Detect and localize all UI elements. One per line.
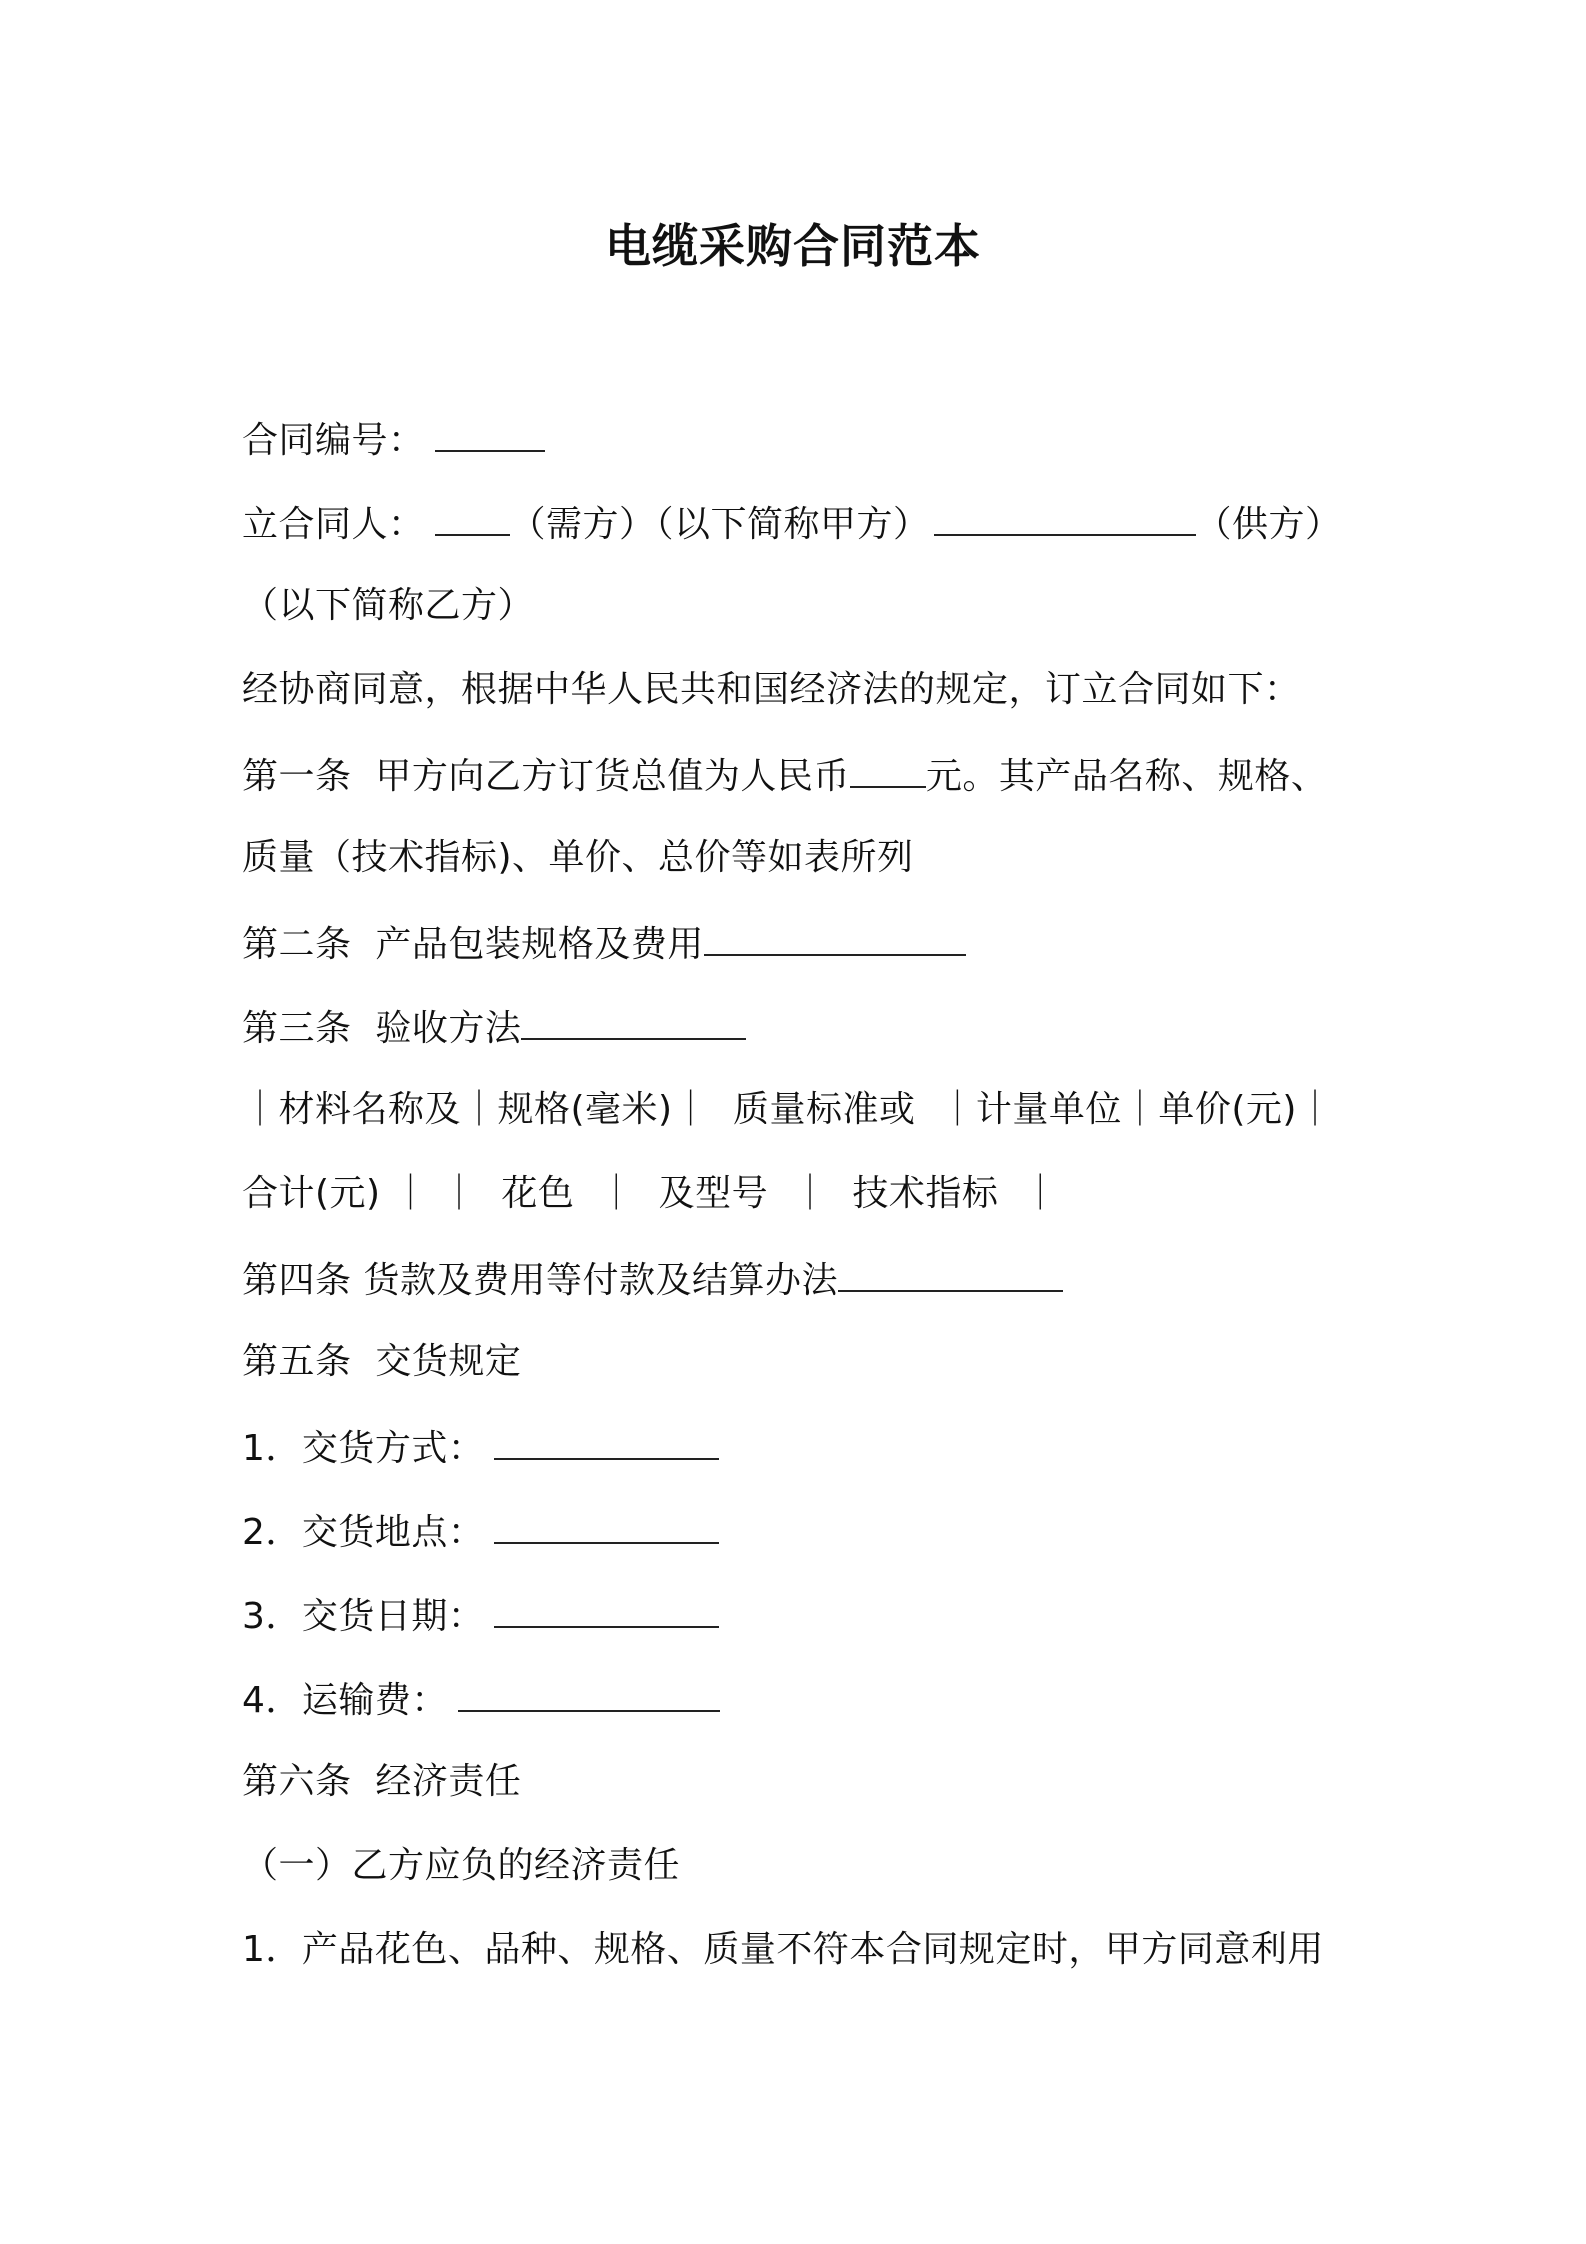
preamble: 经协商同意，根据中华人民共和国经济法的规定，订立合同如下：: [242, 669, 1301, 710]
article-2-line: [242, 914, 966, 973]
delivery-date-blank: [494, 1586, 719, 1628]
article-5-line: 第五条 交货规定: [242, 1341, 522, 1382]
clause-1-line: 1．产品花色、品种、规格、质量不符本合同规定时，甲方同意利用: [242, 1929, 1324, 1970]
article-1-line-1: [242, 746, 1327, 805]
delivery-date-line: [242, 1586, 719, 1645]
supplier-blank: [934, 494, 1196, 536]
table-header-row-2: 合计(元) ｜ ｜ 花色 ｜ 及型号 ｜ 技术指标 ｜: [242, 1173, 1059, 1214]
delivery-method-blank: [494, 1418, 719, 1460]
delivery-place-blank: [494, 1502, 719, 1544]
buyer-blank: [435, 494, 510, 536]
article-1-text-a: 第一条 甲方向乙方订货总值为人民币: [242, 756, 850, 797]
contract-number-label: 合同编号：: [242, 420, 425, 461]
buyer-note: （需方）（以下简称甲方）: [509, 504, 930, 545]
delivery-place-line: [242, 1502, 719, 1561]
document-title: 电缆采购合同范本: [605, 219, 981, 273]
total-value-blank: [850, 746, 926, 788]
freight-label: 4．运输费：: [242, 1680, 448, 1721]
freight-blank: [458, 1670, 720, 1712]
article-6-line: 第六条 经济责任: [242, 1761, 522, 1802]
parties-line-2: （以下简称乙方）: [242, 585, 535, 626]
article-4-text: 第四条 货款及费用等付款及结算办法: [242, 1260, 838, 1301]
delivery-method-label: 1．交货方式：: [242, 1428, 485, 1469]
article-2-text: 第二条 产品包装规格及费用: [242, 924, 704, 965]
article-1-line-2: 质量（技术指标)、单价、总价等如表所列: [242, 837, 914, 878]
freight-line: [242, 1670, 720, 1729]
parties-line: [242, 494, 1342, 553]
delivery-date-label: 3．交货日期：: [242, 1596, 485, 1637]
delivery-method-line: [242, 1418, 719, 1477]
article-1-text-b: 元。其产品名称、规格、: [925, 756, 1328, 797]
table-header-row-1: ｜材料名称及｜规格(毫米)｜ 质量标准或 ｜计量单位｜单价(元)｜: [242, 1089, 1334, 1130]
contract-number-blank: [435, 410, 545, 452]
acceptance-blank: [521, 998, 746, 1040]
packaging-blank: [704, 914, 966, 956]
payment-blank: [838, 1250, 1063, 1292]
article-4-line: [242, 1250, 1063, 1309]
article-3-line: [242, 998, 746, 1057]
parties-label: 立合同人：: [242, 504, 425, 545]
delivery-place-label: 2．交货地点：: [242, 1512, 485, 1553]
contract-number-line: [242, 410, 545, 469]
article-3-text: 第三条 验收方法: [242, 1008, 522, 1049]
supplier-note: （供方）: [1195, 504, 1342, 545]
section-1-heading: （一）乙方应负的经济责任: [242, 1845, 681, 1886]
